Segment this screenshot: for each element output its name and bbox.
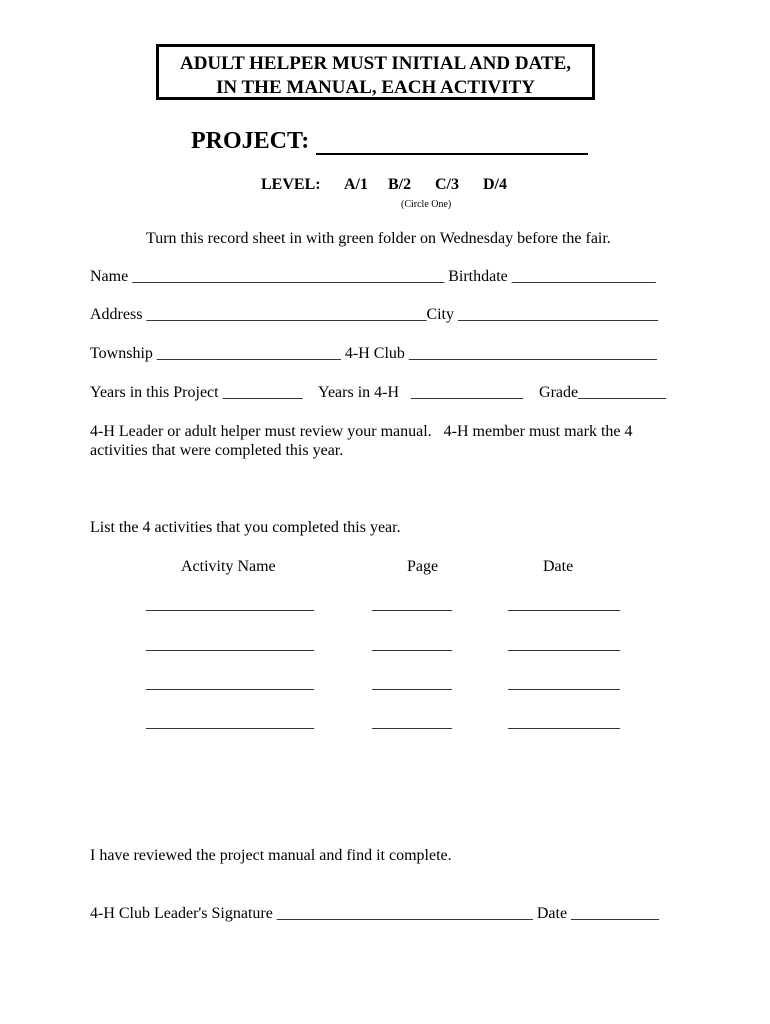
- certification-text: I have reviewed the project manual and find it complete.: [90, 847, 452, 864]
- activities-intro: List the 4 activities that you completed this year.: [90, 519, 401, 536]
- address-city-field[interactable]: Address ___________________________________City _________________________: [90, 306, 658, 323]
- activity-row-2-date[interactable]: ______________: [508, 636, 620, 653]
- notice-box: [156, 44, 595, 100]
- instruction-text: Turn this record sheet in with green folder on Wednesday before the fair.: [146, 230, 611, 247]
- signature-date-field[interactable]: 4-H Club Leader's Signature ________________________________ Date ___________: [90, 905, 660, 922]
- name-birthdate-field[interactable]: Name _______________________________________ Birthdate __________________: [90, 268, 656, 285]
- level-option-b2[interactable]: B/2: [388, 176, 412, 193]
- activity-row-3-page[interactable]: __________: [372, 675, 452, 692]
- date-header: Date: [543, 558, 574, 575]
- level-option-a1[interactable]: A/1: [344, 176, 368, 193]
- activity-row-4-name[interactable]: _____________________: [146, 714, 314, 731]
- activity-row-3-name[interactable]: _____________________: [146, 675, 314, 692]
- page-header: Page: [407, 558, 439, 575]
- level-option-c3[interactable]: C/3: [435, 176, 459, 193]
- review-note-line-2: activities that were completed this year.: [90, 442, 344, 459]
- activity-row-2-name[interactable]: _____________________: [146, 636, 314, 653]
- township-club-field[interactable]: Township _______________________ 4-H Club _______________________________: [90, 345, 657, 362]
- activity-row-4-page[interactable]: __________: [372, 714, 452, 731]
- project-blank-line[interactable]: [316, 153, 588, 155]
- years-grade-field[interactable]: Years in this Project __________ Years in 4-H ______________ Grade___________: [90, 384, 667, 401]
- activity-row-1-page[interactable]: __________: [372, 596, 452, 613]
- notice-line-2: IN THE MANUAL, EACH ACTIVITY: [215, 77, 535, 98]
- level-label: LEVEL:: [261, 176, 321, 193]
- activity-name-header: Activity Name: [181, 558, 276, 575]
- activity-row-3-date[interactable]: ______________: [508, 675, 620, 692]
- activity-row-1-name[interactable]: _____________________: [146, 596, 314, 613]
- notice-line-1: ADULT HELPER MUST INITIAL AND DATE,: [179, 53, 571, 74]
- review-note-line-1: 4-H Leader or adult helper must review your manual. 4-H member must mark the 4: [90, 423, 633, 440]
- activity-row-2-page[interactable]: __________: [372, 636, 452, 653]
- circle-one-note: (Circle One): [401, 199, 452, 210]
- activity-row-1-date[interactable]: ______________: [508, 596, 620, 613]
- project-label: PROJECT:: [191, 128, 310, 154]
- level-option-d4[interactable]: D/4: [483, 176, 507, 193]
- activity-row-4-date[interactable]: ______________: [508, 714, 620, 731]
